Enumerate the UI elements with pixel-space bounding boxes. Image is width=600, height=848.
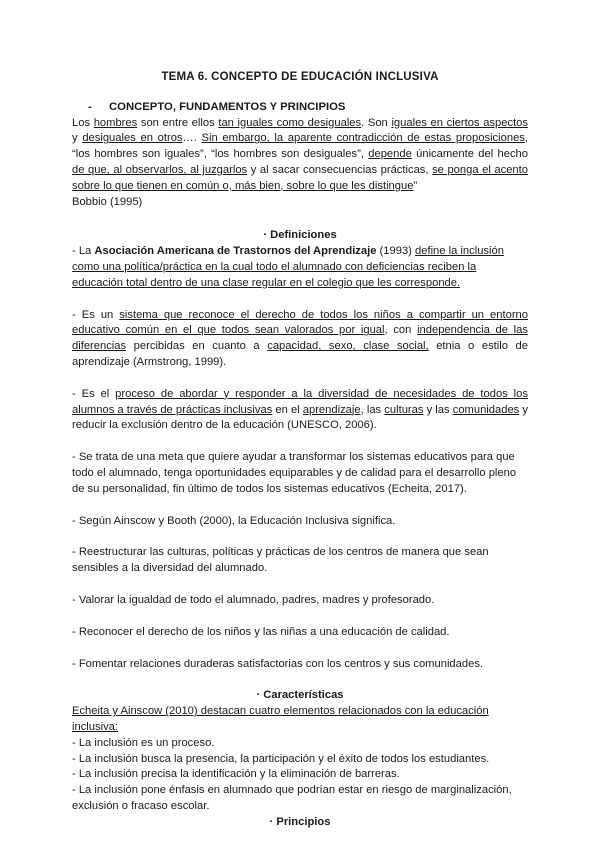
subheading-bullet: - bbox=[88, 100, 92, 113]
quote-text: Los bbox=[72, 116, 94, 129]
definition-1 bbox=[72, 244, 528, 291]
definition-2 bbox=[72, 308, 528, 371]
definition-3 bbox=[72, 387, 528, 434]
definition-underlined: independencia de las diferencias bbox=[72, 324, 528, 353]
section-subheading bbox=[72, 100, 528, 116]
definition-8: - Reconocer el derecho de los niños y las niñas a una educación de calidad. bbox=[72, 625, 450, 638]
definition-text: , con bbox=[384, 324, 418, 337]
quote-text: …. bbox=[182, 132, 202, 145]
definition-text: percibidas en cuanto a bbox=[126, 340, 268, 353]
bobbio-quote bbox=[72, 116, 528, 195]
quote-text: son entre ellos bbox=[137, 116, 219, 129]
quote-underlined: depende bbox=[368, 148, 412, 161]
section-heading-caracteristicas: · Características bbox=[256, 689, 344, 702]
definition-text: , las bbox=[360, 403, 385, 416]
quote-underlined: desiguales en otros bbox=[82, 132, 183, 145]
definition-text: (1993) bbox=[376, 245, 416, 258]
definition-text: etnia o estilo de aprendizaje (Armstrong, 1999). bbox=[72, 340, 528, 368]
quote-text: únicamente del hecho bbox=[411, 148, 528, 161]
caracteristica-item: - La inclusión pone énfasis en alumnado que podrían estar en riesgo de marginalización, exclusión o fracaso escolar. bbox=[72, 784, 512, 812]
definition-underlined: culturas bbox=[384, 403, 424, 416]
definition-underlined: capacidad, sexo, clase social, bbox=[267, 340, 429, 353]
quote-underlined: tan iguales como desiguales bbox=[218, 116, 362, 129]
caracteristica-item: - La inclusión es un proceso. bbox=[72, 736, 215, 749]
definition-7: - Valorar la igualdad de todo el alumnado, padres, madres y profesorado. bbox=[72, 593, 435, 606]
quote-text: y bbox=[72, 132, 83, 145]
definition-bold: Asociación Americana de Trastornos del Aprendizaje bbox=[94, 245, 377, 258]
definition-text: y las bbox=[423, 403, 453, 416]
subheading-text: CONCEPTO, FUNDAMENTOS Y PRINCIPIOS bbox=[109, 100, 346, 113]
definition-underlined: sistema que reconoce el derecho de todos los niños a compartir un entorno educativo común en el que todos sean valorados por igual bbox=[72, 308, 528, 337]
definition-underlined: proceso de abordar y responder a la diversidad de necesidades de todos los alumnos a través de prácticas inclusivas bbox=[72, 387, 528, 416]
quote-underlined: iguales en ciertos aspectos bbox=[391, 116, 528, 129]
definition-4: - Se trata de una meta que quiere ayudar a transformar los sistemas educativos para que todo el alumnado, tenga oportunidades equiparables y de calidad para el desarrollo pleno de su personalidad, fin último de todos los sistemas educativos (Echeita, 2017). bbox=[72, 451, 517, 495]
caracteristicas-intro: Echeita y Ainscow (2010) destacan cuatro elementos relacionados con la educación inclusiva: bbox=[72, 705, 489, 733]
quote-underlined: Sin embargo, la aparente contradicción de estas proposiciones bbox=[201, 132, 525, 145]
definition-text: y reducir la exclusión dentro de la educación (UNESCO, 2006). bbox=[72, 403, 528, 432]
caracteristica-item: - La inclusión busca la presencia, la participación y el éxito de todos los estudiantes. bbox=[72, 752, 490, 765]
quote-underlined: de que, al observarlos, al juzgarlos bbox=[72, 163, 248, 176]
quote-text: y al sacar consecuencias prácticas, bbox=[247, 163, 433, 176]
quote-underlined: se ponga el acento sobre lo que tienen en común o, más bien, sobre lo que les distingue bbox=[72, 163, 528, 192]
section-heading-definiciones: · Definiciones bbox=[263, 229, 337, 242]
definition-text: - Es el bbox=[72, 387, 116, 400]
quote-text: . Son bbox=[361, 116, 392, 129]
definition-text: en el bbox=[272, 403, 303, 416]
section-heading-principios: · Principios bbox=[269, 815, 331, 828]
document-title: TEMA 6. CONCEPTO DE EDUCACIÓN INCLUSIVA bbox=[161, 71, 439, 83]
quote-text: , “los hombres son iguales”, “los hombres son desiguales”, bbox=[72, 132, 529, 161]
caracteristica-item: - La inclusión precisa la identificación y la eliminación de barreras. bbox=[72, 768, 400, 781]
definition-text: - Es un bbox=[72, 308, 120, 321]
definition-underlined: comunidades bbox=[452, 403, 520, 416]
definition-6: - Reestructurar las culturas, políticas y prácticas de los centros de manera que sean sensibles a la diversidad del alumnado. bbox=[72, 546, 489, 575]
definition-underlined: define la inclusión como una política/práctica en la cual todo el alumnado con deficiencias reciben la educación total dentro de una clase regular en el colegio que les corresponde. bbox=[72, 245, 504, 289]
definition-underlined: aprendizaje bbox=[302, 403, 361, 416]
definition-text: - La bbox=[72, 245, 95, 258]
quote-source: Bobbio (1995) bbox=[72, 195, 143, 208]
quote-underlined: hombres bbox=[93, 116, 138, 129]
definition-9: - Fomentar relaciones duraderas satisfactorias con los centros y sus comunidades. bbox=[72, 657, 484, 670]
definition-5: - Según Ainscow y Booth (2000), la Educación Inclusiva significa. bbox=[72, 514, 396, 527]
quote-text: ” bbox=[413, 179, 418, 192]
